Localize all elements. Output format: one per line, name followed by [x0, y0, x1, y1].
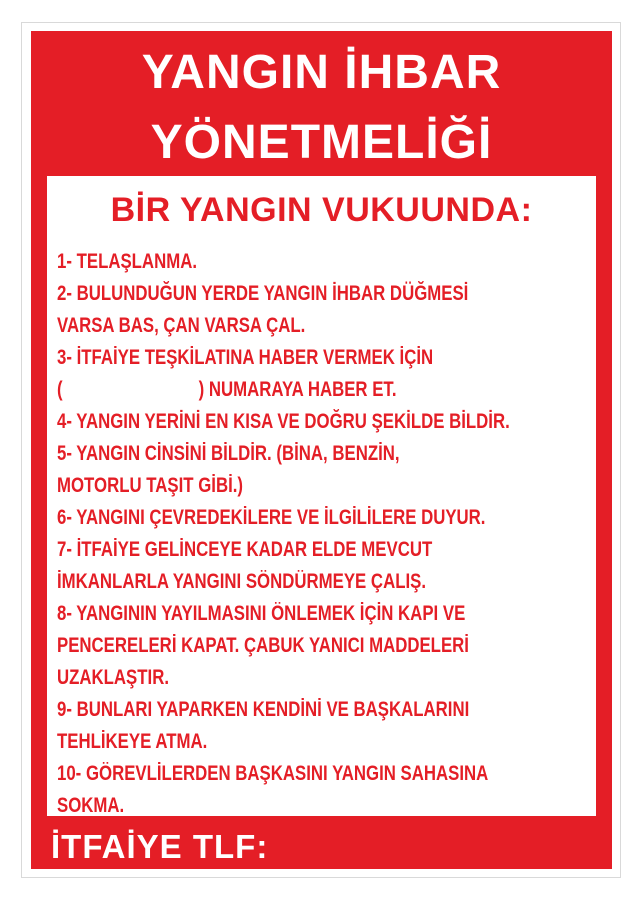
rule-line: 5- YANGIN CİNSİNİ BİLDİR. (BİNA, BENZİN, — [57, 442, 400, 465]
rule-line: 1- TELAŞLANMA. — [57, 250, 197, 273]
rule-line: 6- YANGINI ÇEVREDEKİLERE VE İLGİLİLERE DUYUR. — [57, 506, 486, 529]
sign-title-line-1: YANGIN İHBAR — [141, 46, 502, 99]
rule-line-remainder: ) NUMARAYA HABER ET. — [198, 378, 397, 401]
rule-line: 9- BUNLARI YAPARKEN KENDİNİ VE BAŞKALARINI — [57, 698, 470, 721]
rule-line: 3- İTFAİYE TEŞKİLATINA HABER VERMEK İÇİN — [57, 346, 434, 369]
fire-regulation-sign — [31, 31, 612, 869]
rule-line: TEHLİKEYE ATMA. — [57, 730, 208, 753]
instructions-panel — [47, 176, 596, 816]
rule-line-phone-blank — [57, 374, 485, 406]
rule-line: SOKMA. — [57, 794, 125, 817]
instructions-heading: BİR YANGIN VUKUUNDA: — [110, 191, 533, 229]
rule-line: 4- YANGIN YERİNİ EN KISA VE DOĞRU ŞEKİLDE BİLDİR. — [57, 410, 510, 433]
rule-line: MOTORLU TAŞIT GİBİ.) — [57, 474, 244, 497]
rule-line: İMKANLARLA YANGINI SÖNDÜRMEYE ÇALIŞ. — [57, 570, 427, 593]
sign-title-line-2: YÖNETMELİĞİ — [150, 116, 493, 169]
rule-line: VARSA BAS, ÇAN VARSA ÇAL. — [57, 314, 306, 337]
rule-line: 7- İTFAİYE GELİNCEYE KADAR ELDE MEVCUT — [57, 538, 433, 561]
rule-line: 2- BULUNDUĞUN YERDE YANGIN İHBAR DÜĞMESİ — [57, 282, 469, 305]
open-paren: ( — [57, 378, 63, 401]
rule-line: PENCERELERİ KAPAT. ÇABUK YANICI MADDELERİ — [57, 634, 469, 657]
rules-list — [57, 246, 592, 822]
fire-department-phone-label: İTFAİYE TLF: — [51, 828, 269, 865]
rule-line: 10- GÖREVLİLERDEN BAŞKASINI YANGIN SAHASINA — [57, 762, 489, 785]
rule-line: 8- YANGININ YAYILMASINI ÖNLEMEK İÇİN KAPI VE — [57, 602, 466, 625]
rule-line: UZAKLAŞTIR. — [57, 666, 169, 689]
